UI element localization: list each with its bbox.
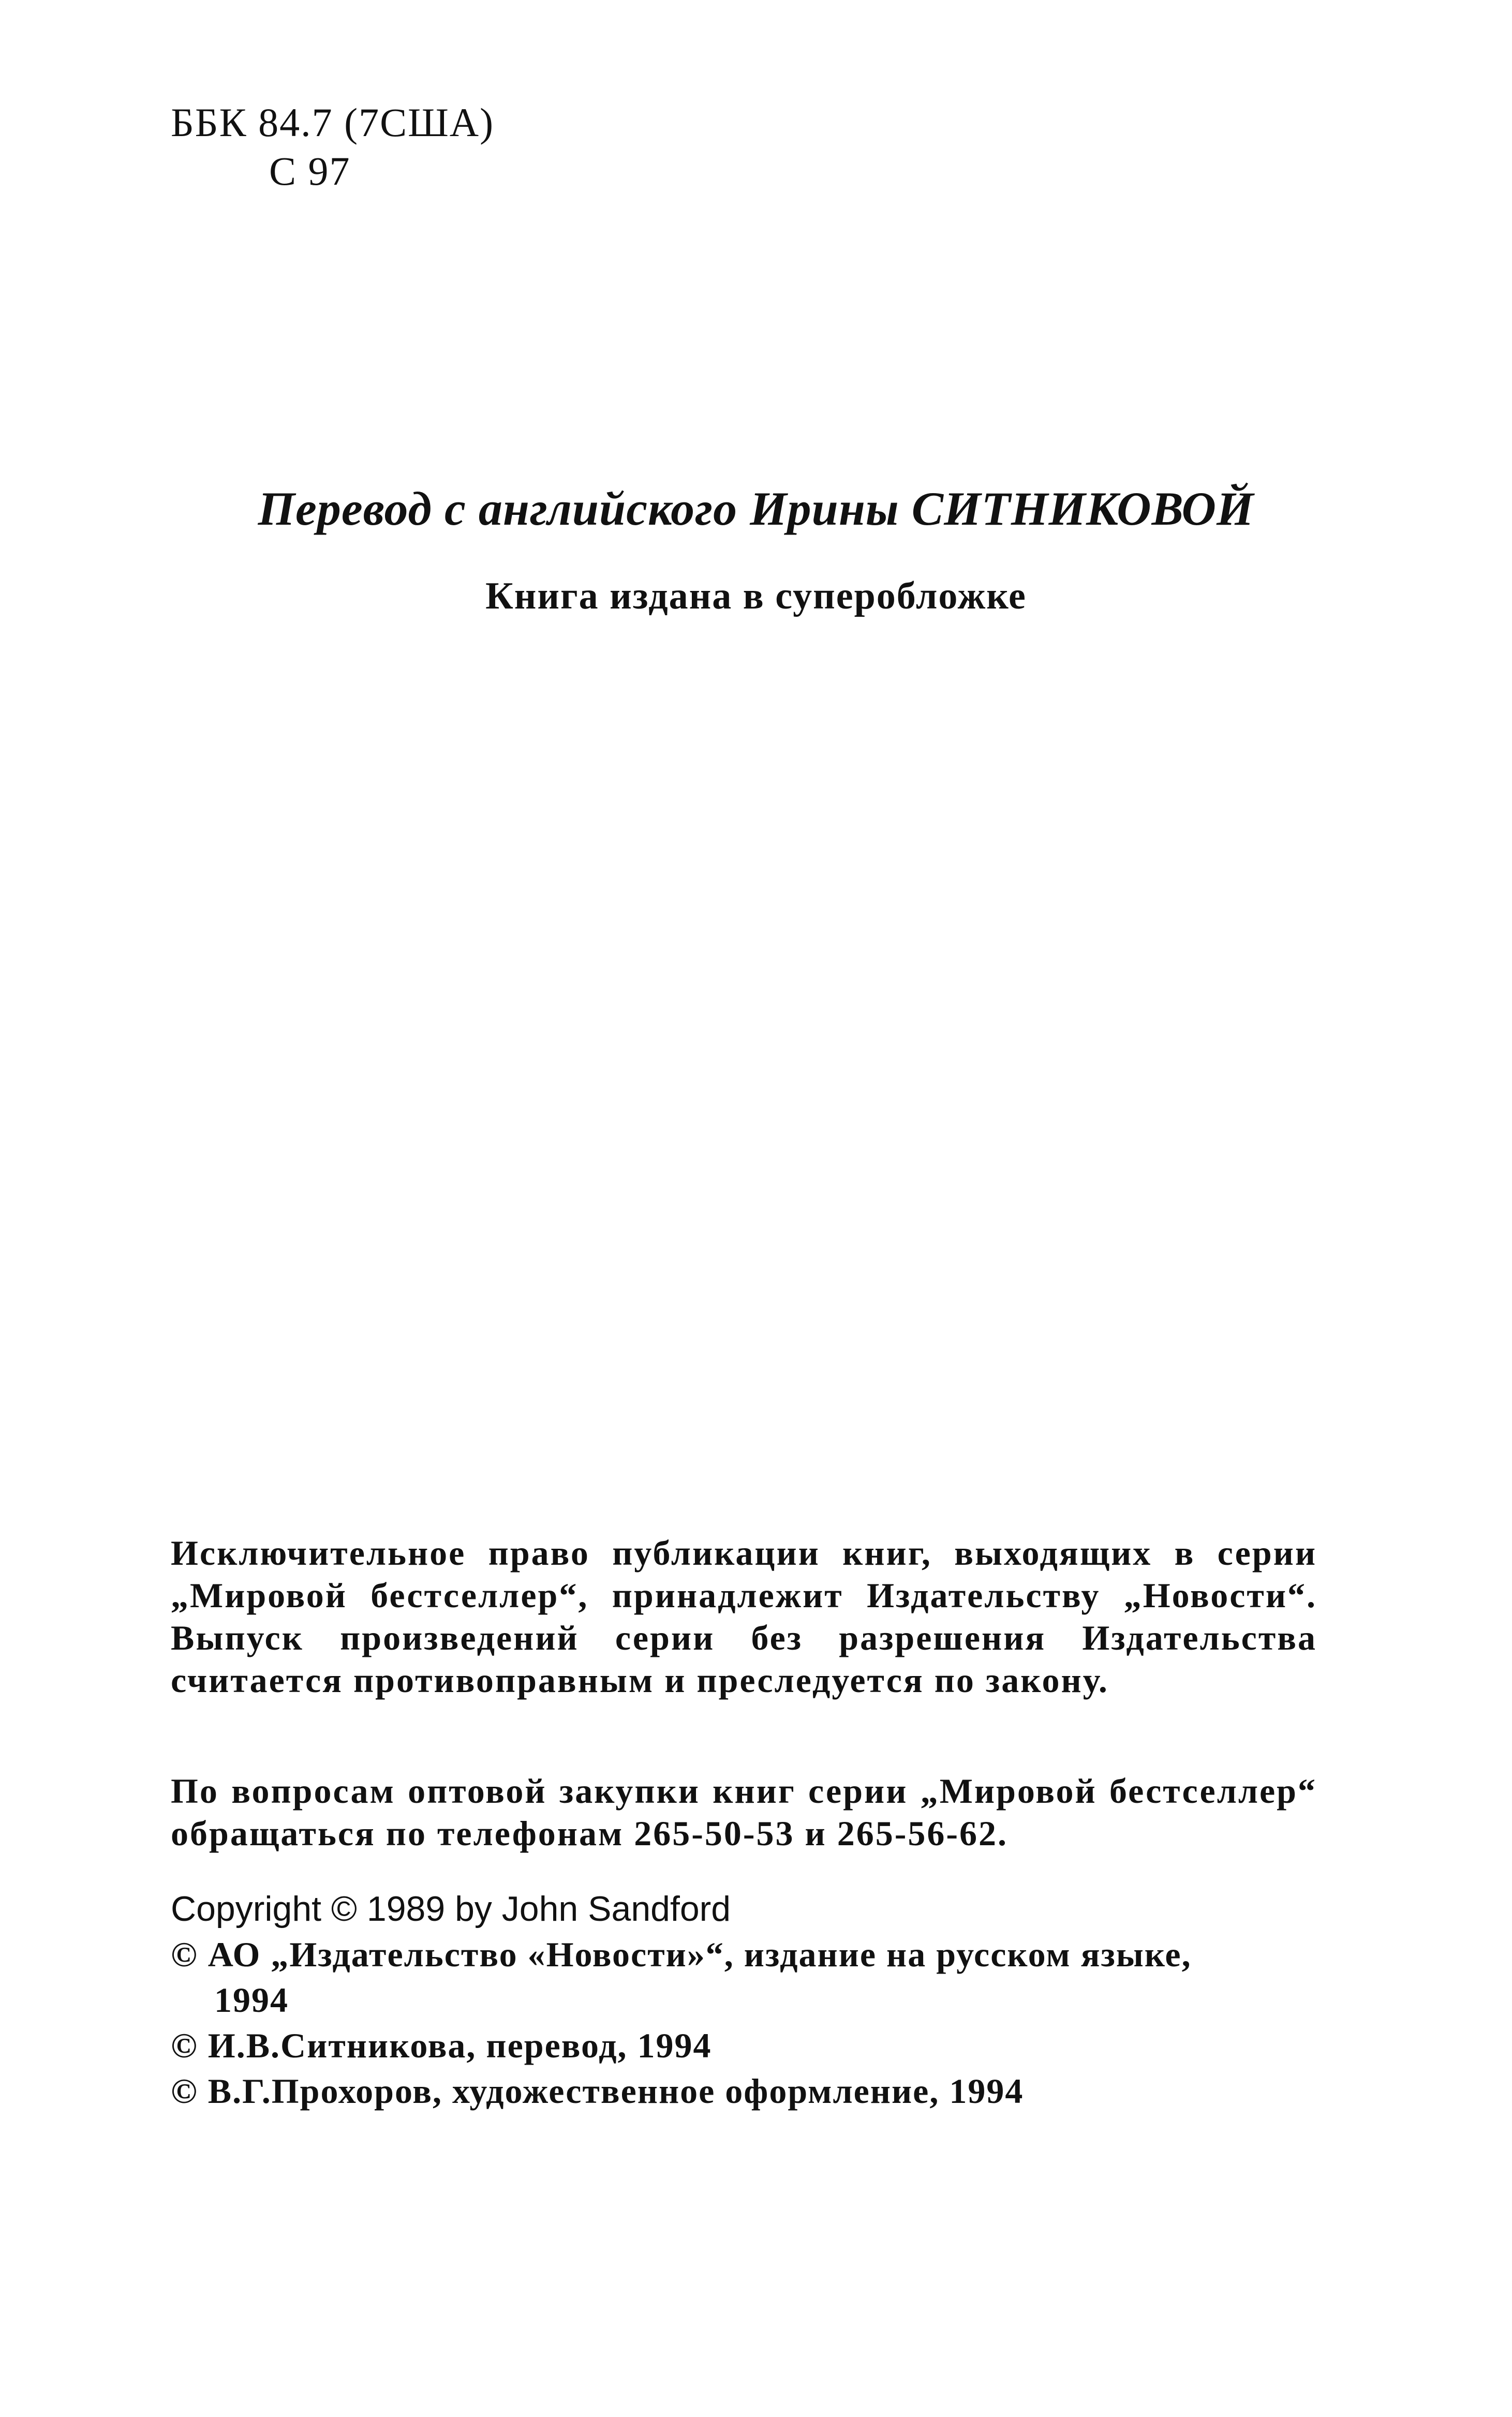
copyright-list <box>171 1886 1335 2114</box>
bbk-classification <box>171 98 494 195</box>
translation-copyright: © И.В.Ситникова, перевод, 1994 <box>171 2026 712 2065</box>
author-mark: С 97 <box>269 148 351 194</box>
translation-credit: Перевод с английского Ирины СИТНИКОВОЙ <box>258 482 1254 535</box>
rights-notice: Исключительное право публикации книг, выходящих в серии „Мировой бестселлер“, принадлежит Издательству „Новости“. Выпуск произведений серии без разрешения Издательства считается противоправным и преследуется по закону. <box>171 1533 1317 1700</box>
publisher-copyright-year: 1994 <box>214 1980 289 2020</box>
wholesale-notice: По вопросам оптовой закупки книг серии „Мировой бестселлер“ обращаться по телефонам 265-50-53 и 265-56-62. <box>171 1771 1317 1853</box>
cover-note: Книга издана в суперобложке <box>485 575 1027 617</box>
original-copyright: Copyright © 1989 by John Sandford <box>171 1889 731 1929</box>
publisher-copyright: © АО „Издательство «Новости»“, издание на русском языке, <box>171 1935 1192 1974</box>
bbk-code: ББК 84.7 (7США) <box>171 100 495 145</box>
design-copyright: © В.Г.Прохоров, художественное оформление, 1994 <box>171 2071 1024 2111</box>
